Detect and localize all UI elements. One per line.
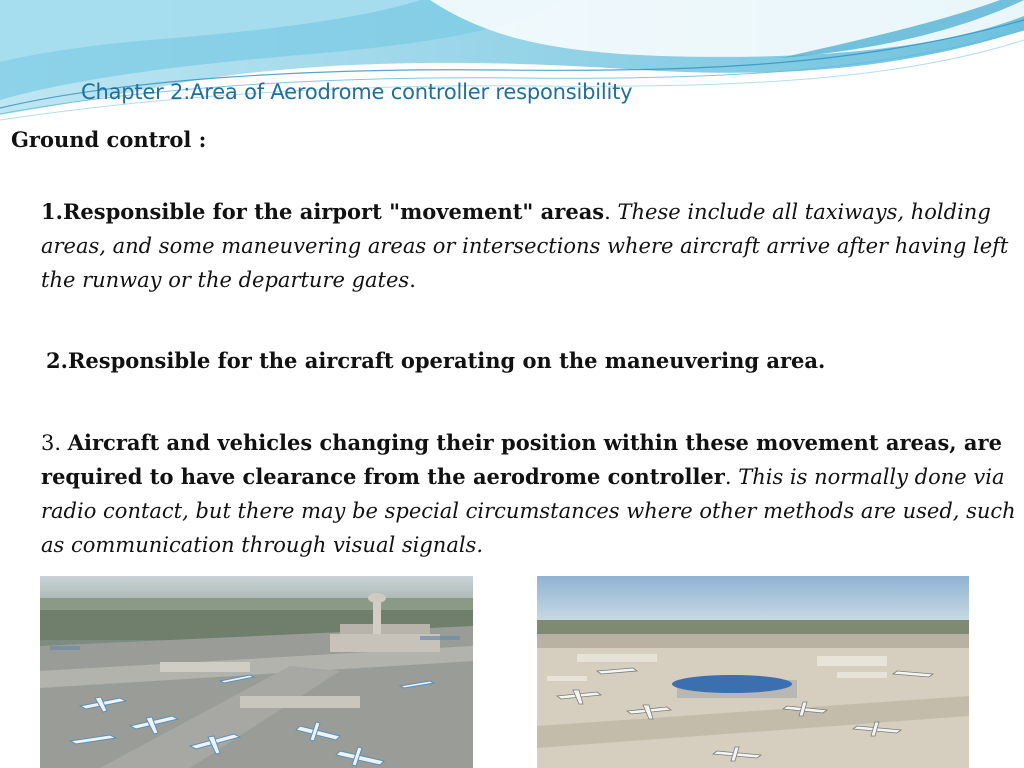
item-3-italic-text: This is normally done via radio contact, but there may be special circumstances where other methods are used, such as communication through visual signals. <box>41 465 1016 557</box>
airport-aerial-photo-1 <box>40 576 473 768</box>
header-wave-decoration <box>0 0 1024 130</box>
list-item-1 <box>41 195 1016 297</box>
section-heading: Ground control : <box>11 127 207 152</box>
item-1-italic-text: These include all taxiways, holding areas, and some maneuvering areas or intersections where aircraft arrive after having left the runway or the departure gates <box>41 200 1009 292</box>
item-1-bold-text: Responsible for the airport "movement" areas <box>62 199 605 224</box>
item-3-separator: . <box>724 465 739 489</box>
item-2-number: 2. <box>46 348 68 373</box>
item-2-bold-text: Responsible for the aircraft operating on the maneuvering area. <box>67 348 826 373</box>
list-item-3 <box>41 426 1016 562</box>
list-item-2 <box>46 344 1006 378</box>
item-1-tail: . <box>409 268 416 292</box>
slide-title: Chapter 2:Area of Aerodrome controller responsibility <box>81 80 633 104</box>
airport-aerial-photo-2 <box>537 576 969 768</box>
item-3-bold-text: Aircraft and vehicles changing their position within these movement areas, are required to have clearance from the aerodrome controller <box>41 430 1002 489</box>
item-3-number: 3. <box>41 431 68 455</box>
item-1-separator: . <box>604 200 618 224</box>
item-1-number: 1. <box>41 199 63 224</box>
